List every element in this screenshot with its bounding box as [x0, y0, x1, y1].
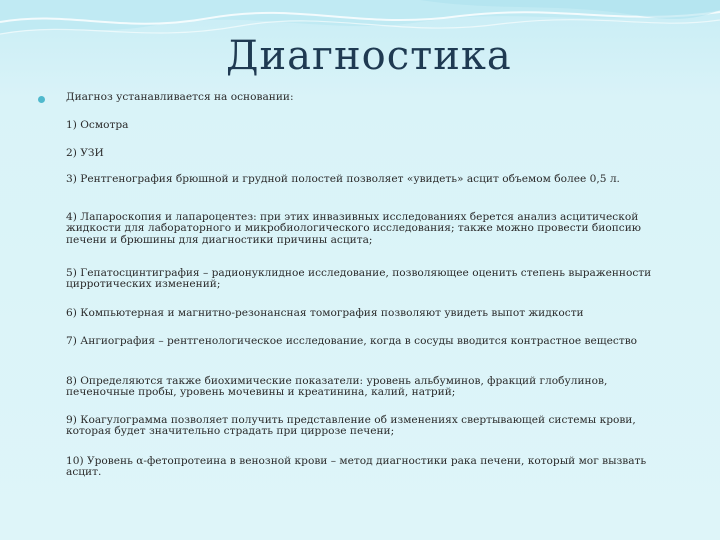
list-item: 3) Рентгенография брюшной и грудной полостей позволяет «увидеть» асцит объемом более 0,5 л.	[66, 173, 620, 185]
list-item: 10) Уровень α-фетопротеина в венозной крови – метод диагностики рака печени, который мог вызвать асцит.	[66, 455, 647, 479]
list-item: 4) Лапароскопия и лапароцентез: при этих инвазивных исследованиях берется анализ асцитической жидкости для лабораторного и микробиологического исследования; также можно провести биопсию печени и брюшины для диагностики причины асцита;	[66, 211, 642, 246]
list-item: 2) УЗИ	[66, 147, 104, 159]
lead-text: Диагноз устанавливается на основании:	[66, 91, 294, 103]
bullet-dot	[38, 96, 45, 103]
list-item: 8) Определяются также биохимические показатели: уровень альбуминов, фракций глобулинов, печеночные пробы, уровень мочевины и креатинина, калий, натрий;	[66, 375, 608, 399]
page-title: Диагностика	[226, 33, 512, 79]
list-item: 6) Компьютерная и магнитно-резонансная томография позволяют увидеть выпот жидкости	[66, 307, 584, 319]
list-item: 1) Осмотра	[66, 119, 129, 131]
list-item: 9) Коагулограмма позволяет получить представление об изменениях свертывающей системы крови, которая будет значительно страдать при циррозе печени;	[66, 414, 636, 438]
list-item: 7) Ангиография – рентгенологическое исследование, когда в сосуды вводится контрастное вещество	[66, 335, 638, 347]
list-item: 5) Гепатосцинтиграфия – радионуклидное исследование, позволяющее оценить степень выраженности цирротических изменений;	[66, 267, 652, 291]
